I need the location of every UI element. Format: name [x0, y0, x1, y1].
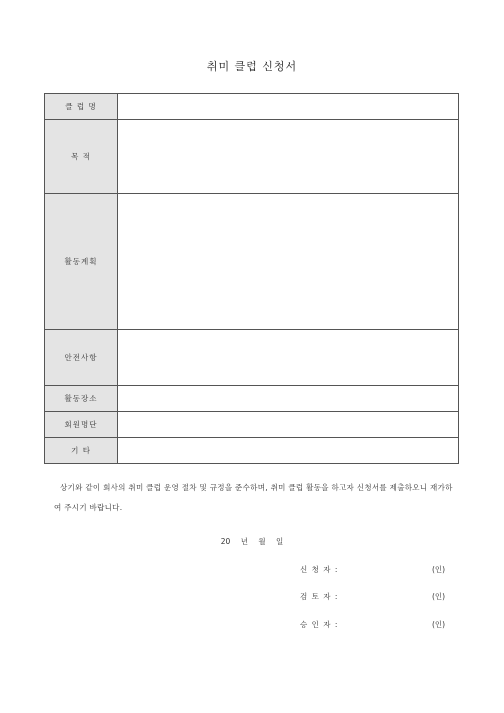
statement-text: 상기와 같이 회사의 취미 클럽 운영 절차 및 규정을 준수하며, 취미 클럽 활동을 하고자 신청서를 제출하오니 재가하여 주시기 바랍니다. — [54, 483, 453, 512]
table-row — [45, 386, 459, 412]
row-label-purpose: 목 적 — [45, 120, 118, 194]
table-row — [45, 94, 459, 120]
seal-mark: (인) — [432, 620, 446, 629]
table-row — [45, 120, 459, 194]
row-label-activity-place: 활동장소 — [45, 386, 118, 412]
table-row — [45, 412, 459, 438]
club-name-field[interactable] — [118, 94, 459, 120]
table-row — [45, 438, 459, 464]
member-list-field[interactable] — [118, 412, 459, 438]
activity-place-field[interactable] — [118, 386, 459, 412]
seal-mark: (인) — [432, 565, 446, 574]
row-label-other: 기 타 — [45, 438, 118, 464]
other-field[interactable] — [118, 438, 459, 464]
row-label-activity-plan: 활동계획 — [45, 194, 118, 330]
signature-label: 검 토 자 : — [300, 592, 339, 601]
form-title: 취미 클럽 신청서 — [206, 60, 298, 73]
safety-field[interactable] — [118, 330, 459, 386]
signature-label: 신 청 자 : — [300, 565, 339, 574]
application-table — [44, 93, 459, 464]
date-line: 20 년 월 일 — [220, 537, 284, 546]
table-row — [45, 330, 459, 386]
activity-plan-field[interactable] — [118, 194, 459, 330]
row-label-club-name: 클 럽 명 — [45, 94, 118, 120]
row-label-member-list: 회원명단 — [45, 412, 118, 438]
signature-label: 승 인 자 : — [300, 620, 339, 629]
seal-mark: (인) — [432, 592, 446, 601]
purpose-field[interactable] — [118, 120, 459, 194]
table-row — [45, 194, 459, 330]
row-label-safety: 안전사항 — [45, 330, 118, 386]
